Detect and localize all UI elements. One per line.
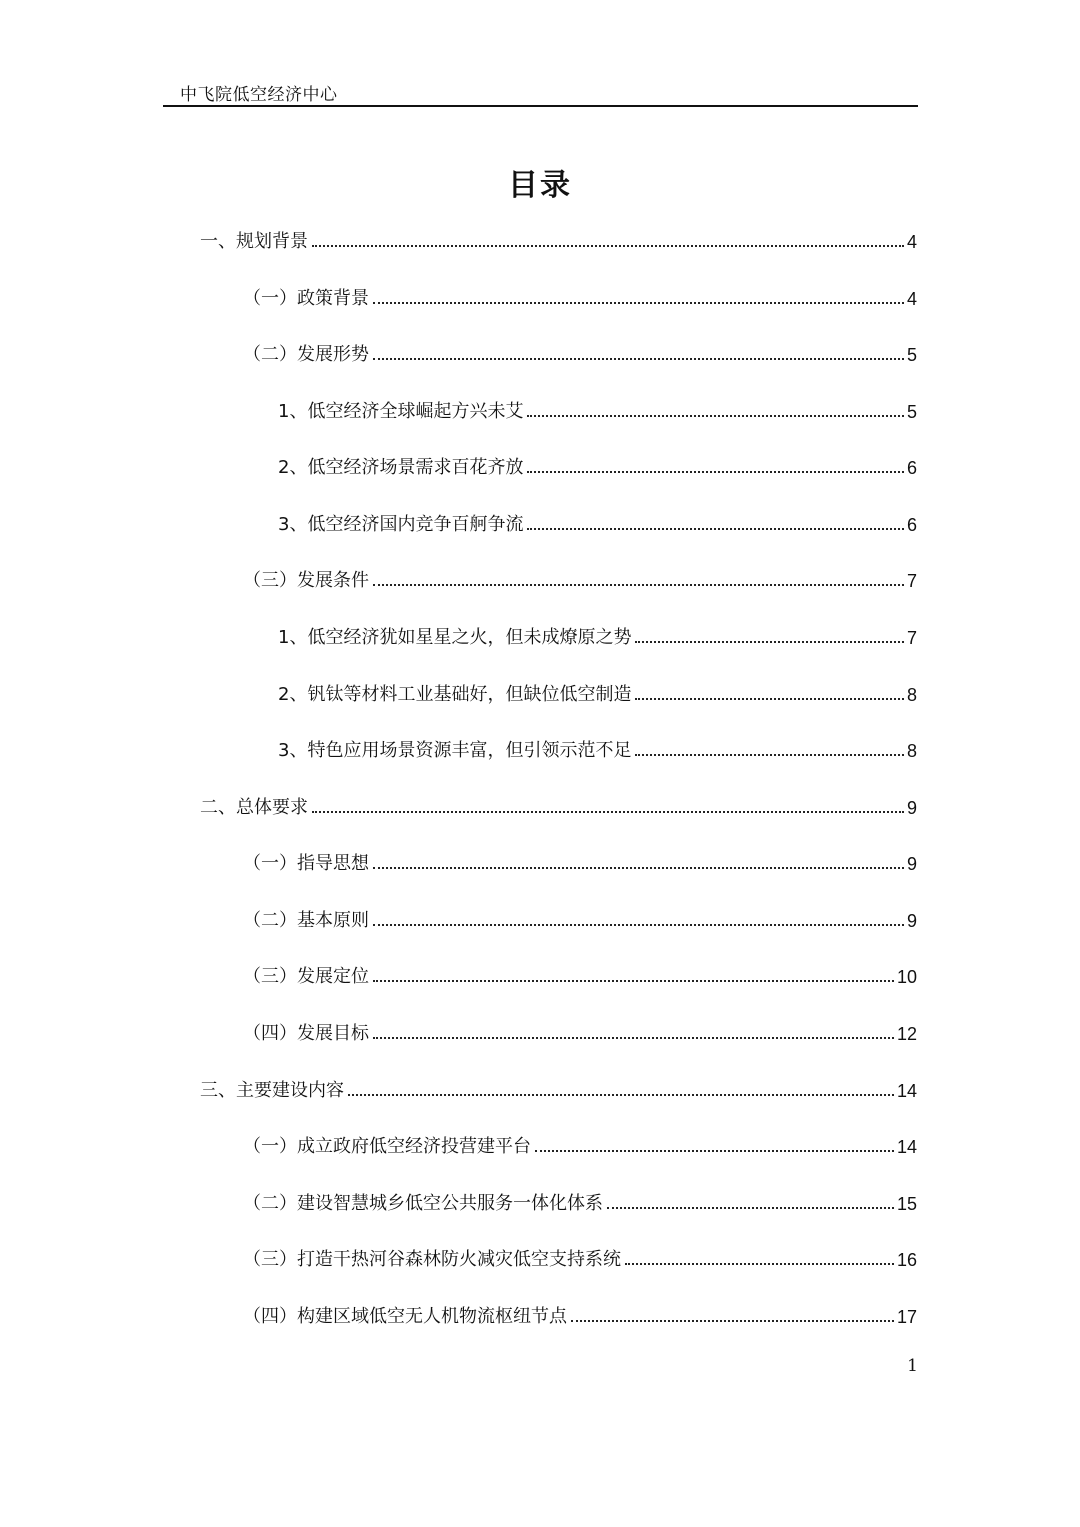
dot-leader bbox=[373, 867, 904, 869]
toc-entry[interactable] bbox=[200, 224, 917, 254]
dot-leader bbox=[348, 1094, 894, 1096]
dot-leader bbox=[373, 1037, 894, 1039]
toc-entry-label: （二）建设智慧城乡低空公共服务一体化体系 bbox=[243, 1193, 603, 1214]
toc-entry[interactable] bbox=[200, 790, 917, 820]
toc-entry[interactable] bbox=[278, 394, 917, 424]
toc-entry-label: （一）指导思想 bbox=[243, 853, 369, 874]
toc-entry-page: 9 bbox=[906, 854, 917, 874]
toc-entry-label: 3、特色应用场景资源丰富，但引领示范不足 bbox=[278, 740, 632, 761]
dot-leader bbox=[635, 698, 904, 700]
toc-entry[interactable] bbox=[243, 1129, 917, 1159]
dot-leader bbox=[373, 584, 904, 586]
dot-leader bbox=[635, 641, 904, 643]
toc-entry-page: 7 bbox=[906, 628, 917, 648]
toc-entry[interactable] bbox=[243, 959, 917, 989]
toc-entry-label: 1、低空经济全球崛起方兴未艾 bbox=[278, 401, 524, 422]
toc-entry-label: 2、钒钛等材料工业基础好，但缺位低空制造 bbox=[278, 684, 632, 705]
toc-entry-page: 15 bbox=[896, 1194, 917, 1214]
toc-entry-page: 4 bbox=[906, 289, 917, 309]
toc-entry-label: 1、低空经济犹如星星之火，但未成燎原之势 bbox=[278, 627, 632, 648]
toc-entry[interactable] bbox=[278, 733, 917, 763]
toc-entry-page: 8 bbox=[906, 741, 917, 761]
toc-entry-page: 5 bbox=[906, 345, 917, 365]
toc-entry[interactable] bbox=[278, 507, 917, 537]
dot-leader bbox=[373, 302, 904, 304]
toc-entry-label: （三）发展条件 bbox=[243, 570, 369, 591]
toc-entry[interactable] bbox=[200, 1073, 917, 1103]
dot-leader bbox=[373, 980, 894, 982]
toc-entry-label: 一、规划背景 bbox=[200, 231, 308, 252]
toc-entry-page: 9 bbox=[906, 911, 917, 931]
running-header: 中飞院低空经济中心 bbox=[180, 85, 338, 105]
toc-entry-page: 8 bbox=[906, 685, 917, 705]
toc-entry[interactable] bbox=[278, 450, 917, 480]
dot-leader bbox=[625, 1263, 894, 1265]
toc-entry[interactable] bbox=[243, 846, 917, 876]
toc-entry-page: 12 bbox=[896, 1024, 917, 1044]
toc-entry-page: 17 bbox=[896, 1307, 917, 1327]
toc-entry-page: 14 bbox=[896, 1137, 917, 1157]
dot-leader bbox=[527, 415, 904, 417]
toc-entry-page: 9 bbox=[906, 798, 917, 818]
toc-entry-page: 14 bbox=[896, 1081, 917, 1101]
dot-leader bbox=[373, 358, 904, 360]
toc-entry-label: （二）基本原则 bbox=[243, 910, 369, 931]
toc-entry[interactable] bbox=[243, 281, 917, 311]
dot-leader bbox=[571, 1320, 894, 1322]
dot-leader bbox=[607, 1207, 894, 1209]
toc-entry-page: 5 bbox=[906, 402, 917, 422]
dot-leader bbox=[312, 245, 904, 247]
toc-entry[interactable] bbox=[278, 620, 917, 650]
toc-entry-label: 三、主要建设内容 bbox=[200, 1080, 344, 1101]
toc-entry-page: 4 bbox=[906, 232, 917, 252]
toc-entry-page: 10 bbox=[896, 967, 917, 987]
dot-leader bbox=[535, 1150, 894, 1152]
toc-entry-label: （四）构建区域低空无人机物流枢纽节点 bbox=[243, 1306, 567, 1327]
toc-entry-label: （四）发展目标 bbox=[243, 1023, 369, 1044]
toc-entry-label: （三）发展定位 bbox=[243, 966, 369, 987]
toc-entry[interactable] bbox=[243, 903, 917, 933]
toc-entry-label: （三）打造干热河谷森林防火减灾低空支持系统 bbox=[243, 1249, 621, 1270]
toc-entry-label: （一）成立政府低空经济投营建平台 bbox=[243, 1136, 531, 1157]
toc-entry-label: 3、低空经济国内竞争百舸争流 bbox=[278, 514, 524, 535]
toc-entry[interactable] bbox=[278, 677, 917, 707]
toc-entry[interactable] bbox=[243, 1016, 917, 1046]
toc-entry[interactable] bbox=[243, 1186, 917, 1216]
toc-entry-label: 二、总体要求 bbox=[200, 797, 308, 818]
toc-entry[interactable] bbox=[243, 1242, 917, 1272]
dot-leader bbox=[527, 471, 904, 473]
toc-entry-page: 7 bbox=[906, 571, 917, 591]
page-title: 目录 bbox=[508, 168, 572, 203]
toc-entry-label: （一）政策背景 bbox=[243, 288, 369, 309]
dot-leader bbox=[527, 528, 904, 530]
toc-entry-label: （二）发展形势 bbox=[243, 344, 369, 365]
toc-entry[interactable] bbox=[243, 1299, 917, 1329]
header-divider bbox=[163, 105, 918, 107]
toc-entry-page: 6 bbox=[906, 458, 917, 478]
toc-entry-label: 2、低空经济场景需求百花齐放 bbox=[278, 457, 524, 478]
dot-leader bbox=[312, 811, 904, 813]
page-number: 1 bbox=[907, 1356, 918, 1376]
toc-entry-page: 6 bbox=[906, 515, 917, 535]
toc-entry-page: 16 bbox=[896, 1250, 917, 1270]
toc-entry[interactable] bbox=[243, 337, 917, 367]
toc-entry[interactable] bbox=[243, 563, 917, 593]
dot-leader bbox=[635, 754, 904, 756]
dot-leader bbox=[373, 924, 904, 926]
